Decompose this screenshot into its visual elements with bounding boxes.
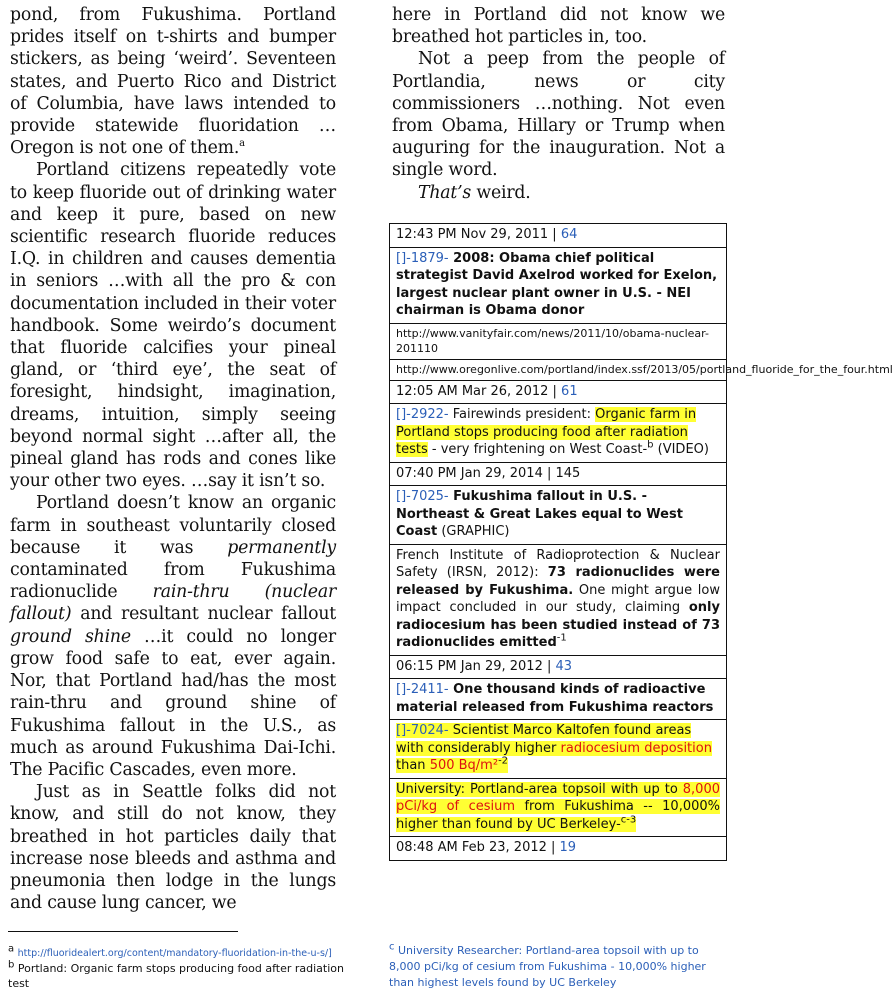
timeline-box xyxy=(389,223,893,861)
timeline-entry xyxy=(390,545,726,656)
paragraph-not-a-peep: Not a peep from the people of Portlandia, news or city commissioners …nothing. Not even from Obama, Hillary or Trump when auguring for the inauguration. Not a single word. xyxy=(392,49,725,181)
footnotes-left xyxy=(8,945,348,991)
count-link[interactable]: 19 xyxy=(559,840,577,855)
right-column xyxy=(392,4,725,204)
highlighted-text: University: Portland-area topsoil with up to xyxy=(396,781,683,797)
left-column xyxy=(10,4,336,914)
entry-text: (GRAPHIC) xyxy=(437,524,510,539)
footnote-ref-1: -1 xyxy=(556,632,567,644)
entry-text: Fukushima fallout in U.S. - Northeast & Great Lakes equal to West Coast xyxy=(396,489,683,539)
count-link[interactable]: 43 xyxy=(555,658,573,674)
timeline-entry xyxy=(390,486,726,545)
entry-text: Fairewinds president: xyxy=(448,407,596,422)
red-text: 8,000 pCi/kg of cesium xyxy=(396,781,720,814)
footnote-mark: a xyxy=(8,943,15,955)
entry-text: French Institute of Radioprotection & Nuclear Safety (IRSN, 2012): xyxy=(396,547,720,580)
count-link[interactable]: 61 xyxy=(561,383,578,399)
paragraph-text: Portland doesn’t know an organic farm in southeast voluntarily closed because it was xyxy=(10,493,336,558)
timeline-url[interactable]: http://www.vanityfair.com/news/2011/10/obama-nuclear-201110 xyxy=(390,324,726,360)
footnote-mark: c xyxy=(389,941,395,953)
timestamp-text: 08:48 AM Feb 23, 2012 | xyxy=(396,840,560,855)
timeline-timestamp xyxy=(390,224,726,248)
footnote-text: Portland: Organic farm stops producing food after radiation test xyxy=(8,962,344,990)
entry-id-link[interactable]: []-7025- xyxy=(396,489,449,504)
footnote-link[interactable]: University Researcher: Portland-area topsoil with up to 8,000 pCi/kg of cesium from Fukushima - 10,000% higher than highest levels found by UC Berkeley xyxy=(389,944,706,989)
timeline-entry xyxy=(390,779,726,838)
footnote-ref-a[interactable]: a xyxy=(239,138,245,150)
entry-text: One thousand kinds of radioactive material released from Fukushima reactors xyxy=(396,682,714,715)
paragraph-text: weird. xyxy=(471,182,531,203)
paragraph-organic-farm xyxy=(10,492,336,781)
footnote-ref-2: -2 xyxy=(498,755,509,767)
emphasis-text: rain-thru (nuclear fallout) xyxy=(10,582,337,625)
red-text: radiocesium deposition xyxy=(560,740,712,756)
entry-id-link[interactable]: []-7024- xyxy=(396,723,449,738)
emphasis-text: That’s xyxy=(418,182,472,203)
paragraph-fluoridation xyxy=(10,4,336,159)
footnote-ref-b[interactable]: b xyxy=(647,439,654,451)
paragraph-text: …it could no longer grow food safe to eat, ever again. Nor, that Portland had/has the most rain-thru and ground shine of Fukushima fallout in the U.S., as much as around Fukushima Dai-Ichi. The Pacific Cascades, even more. xyxy=(10,626,336,780)
footnote-c xyxy=(389,943,729,991)
timeline-timestamp xyxy=(390,381,726,405)
emphasis-text: permanently xyxy=(227,537,336,558)
entry-text: (VIDEO) xyxy=(653,442,709,457)
entry-text: One might argue low impact concluded in our study, claiming xyxy=(396,582,721,615)
footnote-ref-3: -3 xyxy=(626,814,637,826)
paragraph-thats-weird xyxy=(392,182,725,204)
timestamp-text: 12:05 AM Mar 26, 2012 | xyxy=(396,383,562,399)
count-link[interactable]: 64 xyxy=(560,227,578,242)
footnote-link[interactable]: http://fluoridealert.org/content/mandatory-fluoridation-in-the-u-s/] xyxy=(17,948,332,959)
highlighted-text: Organic farm in Portland stops producing food after radiation tests xyxy=(396,407,697,457)
entry-text: 2008: Obama chief political strategist David Axelrod worked for Exelon, largest nuclear plant owner in U.S. - NEI chairman is Obama donor xyxy=(396,250,718,318)
footnote-b xyxy=(8,961,348,991)
paragraph-text: contaminated from Fukushima radionuclide xyxy=(10,560,336,603)
timeline-timestamp xyxy=(390,656,726,680)
timeline-timestamp xyxy=(390,837,726,860)
timeline-url[interactable]: http://www.oregonlive.com/portland/index.ssf/2013/05/portland_fluoride_for_the_four.html xyxy=(390,360,726,381)
footnote-divider xyxy=(8,931,238,932)
footnote-a xyxy=(8,945,348,961)
highlighted-text: from Fukushima -- 10,000% higher than found by UC Berkeley- xyxy=(396,799,720,832)
paragraph-hot-particles: here in Portland did not know we breathed hot particles in, too. xyxy=(392,5,725,48)
entry-id-link[interactable]: []-1879- xyxy=(396,250,449,266)
entry-text: 73 radionuclides were released by Fukushima. xyxy=(396,565,720,598)
footnote-ref-c[interactable]: c xyxy=(620,814,627,826)
highlighted-text: than xyxy=(396,758,430,773)
paragraph-text: and resultant nuclear fallout xyxy=(80,604,337,625)
timeline-entry xyxy=(390,248,726,324)
entry-text: - very frightening on West Coast- xyxy=(427,442,648,457)
entry-id-link[interactable]: []-2922- xyxy=(396,407,449,422)
timeline-entry xyxy=(390,679,726,720)
red-text: 500 Bq/m² xyxy=(429,758,499,773)
timestamp-text: 12:43 PM Nov 29, 2011 | xyxy=(396,227,561,242)
timeline-timestamp: 07:40 PM Jan 29, 2014 | 145 xyxy=(390,463,726,487)
timeline-entry xyxy=(390,720,726,779)
paragraph-seattle: Just as in Seattle folks did not know, and still do not know, they breathed in hot particles daily that increase nose bleeds and asthma and pneumonia then lodge in the lungs and cause lung cancer, we xyxy=(10,782,336,914)
entry-id-link[interactable]: []-2411- xyxy=(396,682,449,697)
footnote-mark: b xyxy=(8,959,15,971)
emphasis-text: ground shine xyxy=(10,626,131,647)
highlighted-text: Scientist Marco Kaltofen found areas with considerably higher xyxy=(396,723,692,756)
timestamp-text: 06:15 PM Jan 29, 2012 | xyxy=(396,658,556,674)
entry-text: only radiocesium has been studied instead of 73 radionuclides emitted xyxy=(396,600,720,650)
timeline-entry xyxy=(390,404,726,463)
paragraph-text: pond, from Fukushima. Portland prides itself on t-shirts and bumper stickers, as being ‘weird’. Seventeen states, and Puerto Rico and District of Columbia, have laws intended to provide statewide fluoridation … Oregon is not one of them. xyxy=(10,5,336,159)
paragraph-pineal: Portland citizens repeatedly vote to keep fluoride out of drinking water and keep it pure, based on new scientific research fluoride reduces I.Q. in children and causes dementia in seniors …with all the pro & con documentation included in their voter handbook. Some weirdo’s document that fluoride calcifies your pineal gland, or ‘third eye’, the seat of foresight, hindsight, imagination, dreams, intuition, simply seeing beyond normal sight …after all, the pineal gland has rods and cones like your other two eyes. …say it isn’t so. xyxy=(10,160,336,492)
